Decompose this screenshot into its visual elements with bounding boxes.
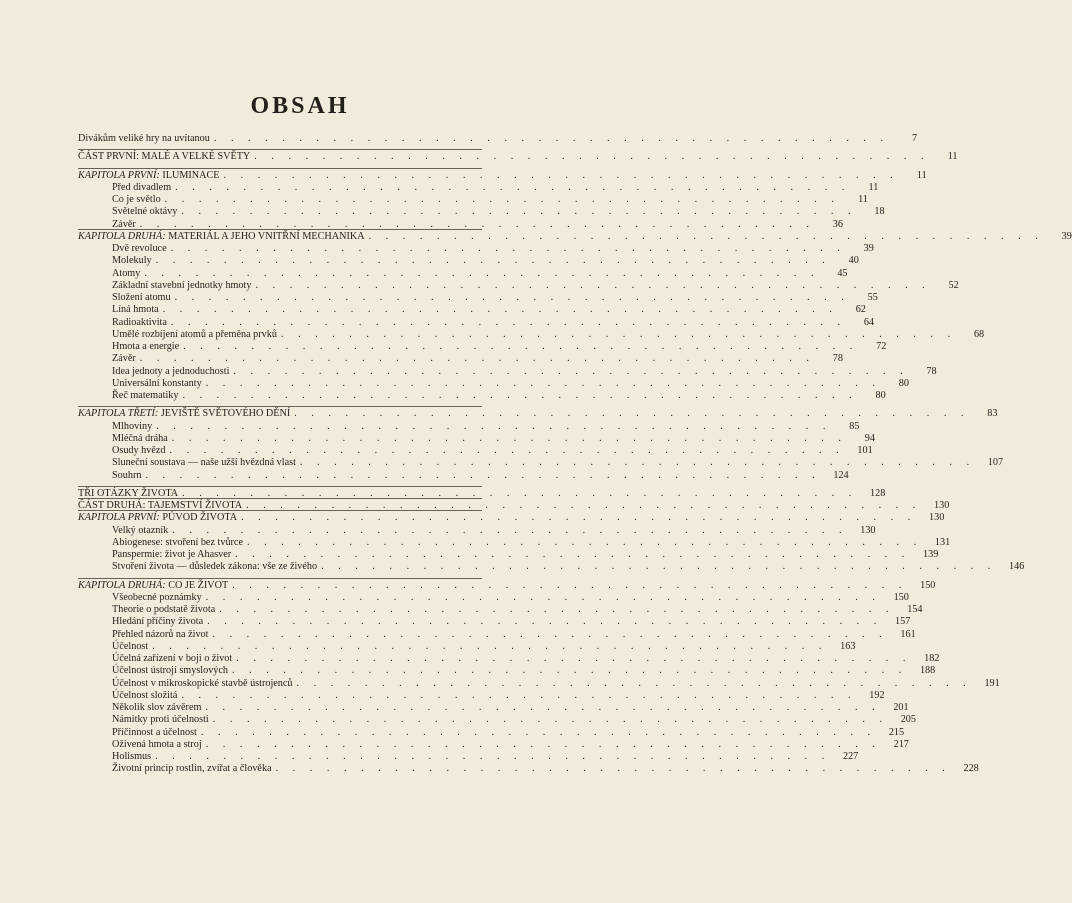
toc-entry-label [112,629,208,641]
toc-entry-label [112,702,201,714]
dot-leader: . . . . . . . . . . . . . . . . . . . . . . . . . . . . . . . . . . . . . . . . [200,726,877,738]
dot-leader: . . . . . . . . . . . . . . . . . . . . . . . . . . . . . . . . . . . . . . . . [368,230,1044,242]
toc-entry-label [112,690,177,702]
toc-entry-title: Stvoření života — důsledek zákona: vše ze živého [112,561,318,573]
toc-entry-label [112,329,277,341]
toc-entry-title: MATERIÁL A JEHO VNITŘNÍ MECHANIKA [168,230,365,242]
toc-page-number: 107 [987,457,1004,469]
toc-entry [78,255,859,267]
toc-entry [78,292,878,304]
toc-entry [78,377,909,390]
toc-entry [78,640,856,653]
toc-entry-label [112,366,229,378]
toc-entry-title: CO JE ŽIVOT [168,579,229,591]
toc-entry-label [112,561,317,573]
toc-page-number: 146 [1009,561,1025,573]
toc-entry-title: TŘI OTÁZKY ŽIVOTA [78,487,179,499]
toc-entry-title: Osudy hvězd [112,445,166,456]
toc-entry [78,390,886,402]
toc-entry-title: Před divadlem [112,181,172,193]
toc-entry [78,469,849,482]
toc-page-number: 94 [864,432,875,444]
toc-entry [78,341,887,353]
toc-entry-label [112,665,228,677]
toc-entry-label [112,727,197,739]
toc-entry-title: Základní stavební jednotky hmoty [112,279,252,291]
toc-page-number: 154 [907,604,923,615]
chapter-prefix: KAPITOLA TŘETÍ: [78,408,159,420]
toc-entry-title: Účelnost složitá [112,689,178,701]
toc-entry [78,457,1004,469]
toc-entry [78,616,911,628]
toc-entry-title: Mléčná dráha [112,432,168,444]
toc-page-number: 215 [888,726,905,738]
dot-leader: . . . . . . . . . . . . . . . . . . . . . . . . . . . . . . . . . . . . . . . . [241,512,917,524]
toc-entry-label [112,525,168,537]
toc-entry [78,604,923,616]
toc-entry-title: Universální konstanty [112,377,202,389]
toc-entry [78,653,940,665]
toc-entry-title: Příčinnost a účelnost [112,726,197,738]
dot-leader: . . . . . . . . . . . . . . . . . . . . . . . . . . . . . . . . . . . . . . . . [212,628,888,640]
toc-page-number: 83 [987,408,998,420]
toc-page-number: 150 [920,579,936,591]
dot-leader: . . . . . . . . . . . . . . . . . . . . . . . . . . . . . . . . . . . . . . . . [223,169,899,181]
dot-leader: . . . . . . . . . . . . . . . . . . . . . . . . . . . . . . . . . . . . . . . . [156,420,832,432]
toc-page-number: 163 [840,640,856,652]
toc-entry-title: Námitky proti účelnosti [112,714,209,726]
dot-leader: . . . . . . . . . . . . . . . . . . . . . . . . . . . . . . . . . . . . . . . . [170,316,847,328]
toc-entry-label [112,341,179,353]
toc-entry-label [112,739,202,751]
dot-leader: . . . . . . . . . . . . . . . . . . . . . . . . . . . . . . . . . . . . . . . . [294,408,970,420]
dot-leader: . . . . . . . . . . . . . . . . . . . . . . . . . . . . . . . . . . . . . . . . [205,738,881,750]
section-divider [78,578,482,579]
toc-entry-title: Závěr [112,353,136,365]
dot-leader: . . . . . . . . . . . . . . . . . . . . . . . . . . . . . . . . . . . . . . . . [233,365,909,377]
toc-entry-title: Holismus [112,751,152,762]
dot-leader: . . . . . . . . . . . . . . . . . . . . . . . . . . . . . . . . . . . . . . . . [181,206,857,218]
toc-entry-title: Účelnost v mikroskopické stavbě ústrojenců [112,677,293,689]
toc-entry-title: Mlhoviny [112,420,153,432]
toc-entry-label [112,537,243,549]
dot-leader: . . . . . . . . . . . . . . . . . . . . . . . . . . . . . . . . . . . . . . . . [321,561,997,573]
toc-entry [78,181,879,194]
dot-leader: . . . . . . . . . . . . . . . . . . . . . . . . . . . . . . . . . . . . . . . . [299,457,976,469]
dot-leader: . . . . . . . . . . . . . . . . . . . . . . . . . . . . . . . . . . . . . . . . [232,665,908,677]
dot-leader: . . . . . . . . . . . . . . . . . . . . . . . . . . . . . . . . . . . . . . . . [139,353,815,365]
page-title: OBSAH [250,93,350,119]
chapter-prefix: KAPITOLA PRVNÍ: [78,169,160,181]
toc-entry [78,445,873,457]
toc-entry-title: Divákům veliké hry na uvítanou [78,133,210,144]
toc-entry-label [112,641,148,653]
toc-entry-title: Složení atomu [112,292,171,303]
toc-page-number: 150 [893,591,909,603]
toc-entry-label [112,421,152,433]
toc-entry-title: Atomy [112,267,141,279]
dot-leader: . . . . . . . . . . . . . . . . . . . . . . . . . . . . . . . . . . . . . . . . [232,579,908,591]
toc-entry [78,194,868,206]
toc-entry-label [112,390,178,402]
toc-entry-title: PŮVOD ŽIVOTA [162,512,238,524]
toc-page-number: 80 [898,377,909,389]
toc-entry-label [112,304,159,316]
toc-page-number: 130 [929,512,945,524]
toc-entry-title: Umělé rozbíjení atomů a přeměna prvků [112,328,277,340]
dot-leader: . . . . . . . . . . . . . . . . . . . . . . . . . . . . . . . . . . . . . . . . [164,194,840,205]
dot-leader: . . . . . . . . . . . . . . . . . . . . . . . . . . . . . . . . . . . . . . . . [169,445,845,456]
toc-entry-label [112,206,177,218]
section-divider [78,406,482,407]
toc-page-number: 139 [923,549,939,560]
toc-entry-label [112,433,168,445]
toc-entry-label [112,470,141,482]
toc-page-number: 101 [857,445,873,456]
toc-entry-label [78,151,250,163]
toc-entry-label [112,763,272,775]
toc-entry-title: Co je světlo [112,194,161,205]
chapter-prefix: KAPITOLA DRUHÁ: [78,579,166,591]
toc-entry-title: Všeobecné poznámky [112,591,202,603]
toc-page-number: 78 [926,365,937,377]
toc-page-number: 62 [855,304,866,316]
dot-leader: . . . . . . . . . . . . . . . . . . . . . . . . . . . . . . . . . . . . . . . . [296,677,972,689]
dot-leader: . . . . . . . . . . . . . . . . . . . . . . . . . . . . . . . . . . . . . . . . [213,133,890,144]
toc-page-number: 201 [893,702,909,713]
table-of-contents [78,133,1072,776]
toc-entry-label [78,170,220,182]
dot-leader: . . . . . . . . . . . . . . . . . . . . . . . . . . . . . . . . . . . . . . . . [162,304,838,316]
toc-entry [78,230,1072,243]
toc-entry-label [78,231,365,243]
toc-entry-title: Souhrn [112,469,142,481]
toc-entry [78,677,1000,690]
toc-page-number: 157 [895,616,911,628]
toc-entry-title: Sluneční soustava — naše užší hvězdná vlast [112,457,296,469]
toc-page-number: 228 [963,763,979,775]
dot-leader: . . . . . . . . . . . . . . . . . . . . . . . . . . . . . . . . . . . . . . . . [236,653,912,664]
dot-leader: . . . . . . . . . . . . . . . . . . . . . . . . . . . . . . . . . . . . . . . . [155,255,831,267]
section-divider [78,498,482,499]
toc-entry-label [112,317,167,329]
toc-entry-title: Líná hmota [112,304,159,316]
dot-leader: . . . . . . . . . . . . . . . . . . . . . . . . . . . . . . . . . . . . . . . . [174,292,850,303]
toc-entry-label [112,445,165,457]
toc-page-number: 161 [900,628,916,640]
toc-entry-title: ČÁST PRVNÍ: MALÉ A VELKÉ SVĚTY [78,151,251,163]
dot-leader: . . . . . . . . . . . . . . . . . . . . . . . . . . . . . . . . . . . . . . . . [144,267,820,279]
toc-entry [78,206,885,218]
toc-page-number: 188 [919,665,936,677]
dot-leader: . . . . . . . . . . . . . . . . . . . . . . . . . . . . . . . . . . . . . . . . [175,181,851,193]
toc-page-number: 39 [863,243,874,254]
toc-entry [78,726,905,739]
toc-entry [78,763,979,775]
toc-entry [78,408,998,420]
toc-entry-label [112,194,161,206]
toc-page-number: 130 [934,500,950,511]
toc-entry-label [112,616,203,628]
chapter-prefix: KAPITOLA DRUHÁ: [78,230,166,242]
toc-entry-title: Velký otazník [112,524,169,536]
dot-leader: . . . . . . . . . . . . . . . . . . . . . . . . . . . . . . . . . . . . . . . . [171,432,847,444]
dot-leader: . . . . . . . . . . . . . . . . . . . . . . . . . . . . . . . . . . . . . . . . [246,536,923,548]
toc-page-number: 39 [1061,230,1072,242]
dot-leader: . . . . . . . . . . . . . . . . . . . . . . . . . . . . . . . . . . . . . . . . [183,341,859,352]
toc-entry [78,365,937,378]
toc-entry-label [112,653,232,665]
chapter-prefix: KAPITOLA PRVNÍ: [78,512,160,524]
toc-entry [78,420,860,433]
toc-page-number: 68 [973,328,985,340]
toc-entry-title: Přehled názorů na život [112,628,209,640]
toc-page-number: 11 [858,194,868,205]
section-divider [78,510,482,511]
dot-leader: . . . . . . . . . . . . . . . . . . . . . . . . . . . . . . . . . . . . . . . . [254,151,930,163]
toc-page-number: 45 [837,267,848,279]
toc-entry [78,267,848,280]
toc-page-number: 205 [900,714,916,726]
toc-entry [78,151,958,163]
toc-entry-label [112,604,215,616]
toc-entry-title: Theorie o podstatě života [112,604,216,615]
toc-entry [78,536,951,549]
toc-entry-label [112,751,151,763]
toc-page-number: 130 [860,524,876,536]
toc-entry-title: Účelnost [112,640,149,652]
toc-page-number: 36 [832,218,843,230]
toc-entry-label [112,243,167,255]
toc-entry [78,243,874,255]
toc-page-number: 55 [867,292,878,303]
dot-leader: . . . . . . . . . . . . . . . . . . . . . . . . . . . . . . . . . . . . . . . . [212,714,888,726]
toc-page-number: 131 [934,536,951,548]
dot-leader: . . . . . . . . . . . . . . . . . . . . . . . . . . . . . . . . . . . . . . . . [172,524,848,536]
toc-entry [78,512,945,524]
toc-page-number: 11 [868,181,879,193]
toc-page-number: 18 [874,206,885,218]
toc-entry-title: Abiogenese: stvoření bez tvůrce [112,536,243,548]
dot-leader: . . . . . . . . . . . . . . . . . . . . . . . . . . . . . . . . . . . . . . . . [235,549,911,560]
toc-entry [78,702,909,714]
toc-entry [78,665,936,677]
section-divider [78,149,482,150]
dot-leader: . . . . . . . . . . . . . . . . . . . . . . . . . . . . . . . . . . . . . . . . [205,702,881,713]
toc-page-number: 217 [893,738,909,750]
dot-leader: . . . . . . . . . . . . . . . . . . . . . . . . . . . . . . . . . . . . . . . . [181,689,857,701]
toc-entry [78,714,916,726]
toc-entry [78,738,909,751]
toc-entry [78,549,939,561]
toc-entry-label [112,280,252,292]
toc-entry [78,628,916,641]
toc-entry [78,432,875,445]
toc-entry-title: Řeč matematiky [112,390,179,401]
toc-entry-label [112,549,231,561]
section-divider [78,229,482,230]
toc-entry-title: Radioaktivita [112,316,167,328]
dot-leader: . . . . . . . . . . . . . . . . . . . . . . . . . . . . . . . . . . . . . . . . [139,218,815,230]
dot-leader: . . . . . . . . . . . . . . . . . . . . . . . . . . . . . . . . . . . . . . . . [280,328,957,340]
dot-leader: . . . . . . . . . . . . . . . . . . . . . . . . . . . . . . . . . . . . . . . . [182,390,858,401]
toc-entry-label [78,512,237,524]
toc-entry-title: Oživená hmota a stroj [112,738,202,750]
toc-entry-label [78,408,290,420]
dot-leader: . . . . . . . . . . . . . . . . . . . . . . . . . . . . . . . . . . . . . . . . [219,604,895,615]
toc-entry [78,561,1025,573]
toc-entry-title: Idea jednoty a jednoduchosti [112,365,230,377]
toc-page-number: 11 [916,169,927,181]
toc-page-number: 78 [832,353,843,365]
toc-page-number: 85 [849,420,860,432]
toc-entry [78,328,985,341]
toc-entry-label [112,182,171,194]
toc-entry [78,579,936,592]
dot-leader: . . . . . . . . . . . . . . . . . . . . . . . . . . . . . . . . . . . . . . . . [205,377,881,389]
toc-entry-title: Světelné oktávy [112,206,178,218]
toc-entry-title: Hmota a energie [112,341,180,352]
toc-entry-label [112,592,202,604]
toc-entry-title: Účelnost ústrojí smyslových [112,665,229,677]
toc-entry [78,751,859,763]
toc-entry [78,524,876,537]
dot-leader: . . . . . . . . . . . . . . . . . . . . . . . . . . . . . . . . . . . . . . . . [145,469,821,481]
toc-entry-title: Několik slov závěrem [112,702,202,713]
toc-page-number: 52 [948,279,959,291]
toc-entry [78,279,959,292]
toc-page-number: 64 [863,316,875,328]
dot-leader: . . . . . . . . . . . . . . . . . . . . . . . . . . . . . . . . . . . . . . . . [152,640,828,652]
toc-entry-label [78,580,228,592]
toc-page-number: 40 [848,255,859,267]
toc-entry-title: Hledání příčiny života [112,616,204,628]
toc-entry-label [112,255,152,267]
toc-page-number: 192 [869,689,885,701]
toc-entry-label [112,378,202,390]
toc-entry-label [112,678,293,690]
dot-leader: . . . . . . . . . . . . . . . . . . . . . . . . . . . . . . . . . . . . . . . . [246,500,922,511]
dot-leader: . . . . . . . . . . . . . . . . . . . . . . . . . . . . . . . . . . . . . . . . [205,591,881,603]
toc-page-number: 124 [833,469,849,481]
toc-page-number: 80 [875,390,886,401]
toc-entry-label [112,714,209,726]
toc-entry-title: Závěr [112,218,136,230]
toc-entry-label [112,292,171,304]
toc-entry-label [78,133,210,145]
toc-page-number: 72 [876,341,887,352]
toc-entry-title: ILUMINACE [162,169,220,181]
toc-page-number: 227 [842,751,859,762]
toc-entry-label [112,268,140,280]
toc-page-number: 128 [870,487,886,499]
dot-leader: . . . . . . . . . . . . . . . . . . . . . . . . . . . . . . . . . . . . . . . . [170,243,846,254]
section-divider [78,168,482,169]
dot-leader: . . . . . . . . . . . . . . . . . . . . . . . . . . . . . . . . . . . . . . . . [255,279,931,291]
dot-leader: . . . . . . . . . . . . . . . . . . . . . . . . . . . . . . . . . . . . . . . . [275,763,951,775]
toc-entry [78,133,918,145]
toc-entry [78,591,909,604]
toc-page-number: 182 [924,653,940,664]
dot-leader: . . . . . . . . . . . . . . . . . . . . . . . . . . . . . . . . . . . . . . . . [207,616,883,628]
section-divider [78,486,482,487]
toc-page-number: 11 [947,151,958,163]
toc-page-number: 191 [984,677,1000,689]
toc-entry [78,316,875,329]
dot-leader: . . . . . . . . . . . . . . . . . . . . . . . . . . . . . . . . . . . . . . . . [155,751,831,762]
toc-entry-title: Molekuly [112,255,152,267]
toc-entry [78,353,843,365]
toc-entry-label [112,457,296,469]
toc-entry [78,689,885,702]
toc-entry [78,169,927,182]
toc-page-number: 7 [911,133,918,144]
toc-entry-title: JEVIŠTĚ SVĚTOVÉHO DĚNÍ [160,408,291,420]
toc-entry-title: Životní princip rostlin, zvířat a člověka [112,763,272,775]
toc-entry [78,304,866,316]
toc-entry-label [112,353,136,365]
dot-leader: . . . . . . . . . . . . . . . . . . . . . . . . . . . . . . . . . . . . . . . . [182,487,858,499]
toc-entry-title: ČÁST DRUHÁ: TAJEMSTVÍ ŽIVOTA [78,500,243,511]
toc-entry-title: Účelná zařízení v boji o život [112,653,233,664]
toc-entry-title: Dvě revoluce [112,243,167,254]
toc-entry-title: Panspermie: život je Ahasver [112,549,232,560]
